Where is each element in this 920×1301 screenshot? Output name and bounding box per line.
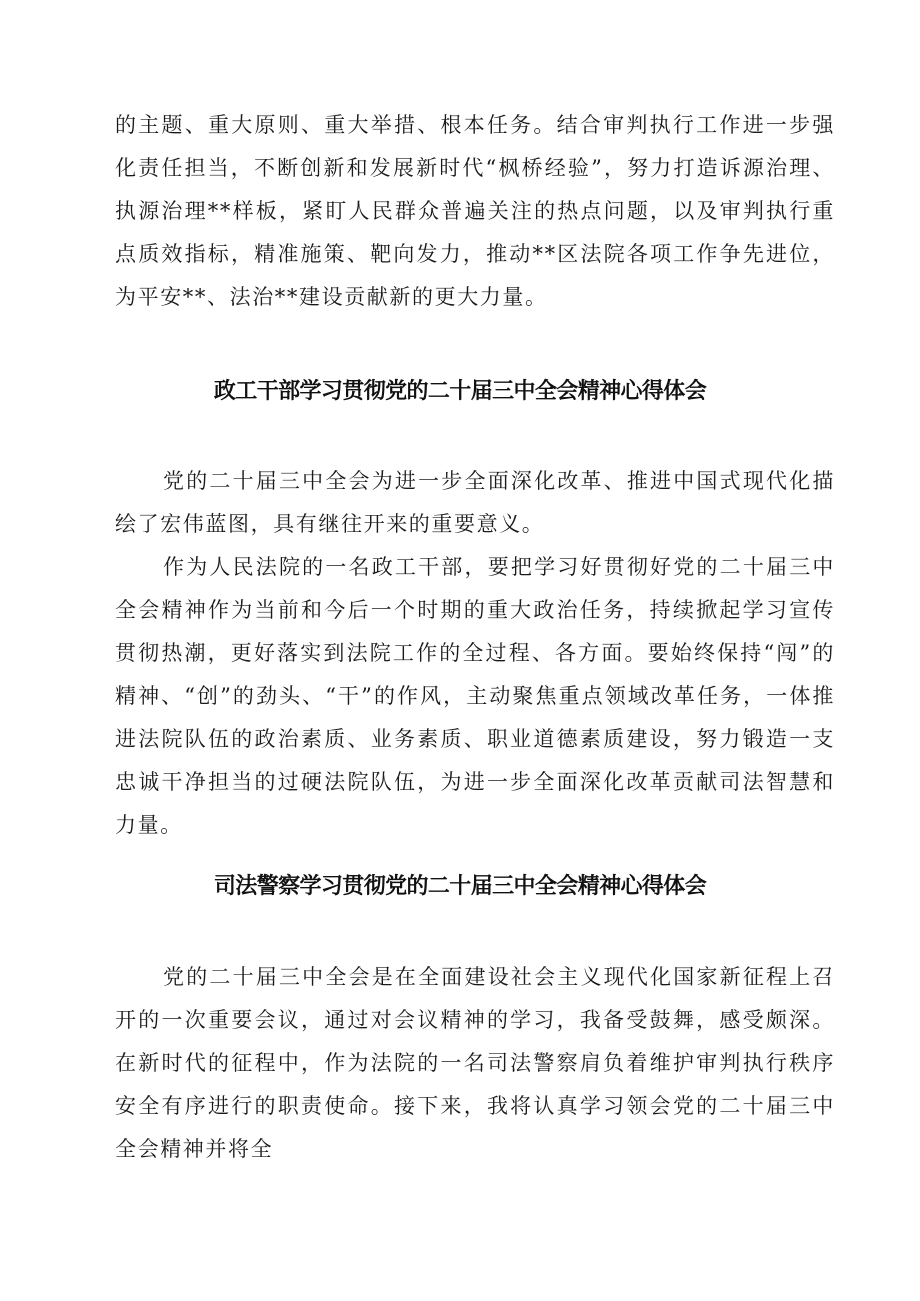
section-2-paragraph-1: 党的二十届三中全会是在全面建设社会主义现代化国家新征程上召开的一次重要会议，通过对会议精神的学习，我备受鼓舞，感受颇深。在新时代的征程中，作为法院的一名司法警察肩负着维护审判执行秩序安全有序进行的职责使命。接下来，我将认真学习领会党的二十届三中全会精神并将全: [115, 965, 835, 1161]
intro-paragraph: 的主题、重大原则、重大举措、根本任务。结合审判执行工作进一步强化责任担当，不断创新和发展新时代“枫桥经验”，努力打造诉源治理、执源治理**样板，紧盯人民群众普遍关注的热点问题，以及审判执行重点质效指标，精准施策、靶向发力，推动**区法院各项工作争先进位，为平安**、法治**建设贡献新的更大力量。: [115, 113, 835, 309]
section-2-title: 司法警察学习贯彻党的二十届三中全会精神心得体会: [213, 874, 707, 899]
section-1-paragraph-2: 作为人民法院的一名政工干部，要把学习好贯彻好党的二十届三中全会精神作为当前和今后一个时期的重大政治任务，持续掀起学习宣传贯彻热潮，更好落实到法院工作的全过程、各方面。要始终保持“闯”的精神、“创”的劲头、“干”的作风，主动聚焦重点领域改革任务，一体推进法院队伍的政治素质、业务素质、职业道德素质建设，努力锻造一支忠诚干净担当的过硬法院队伍，为进一步全面深化改革贡献司法智慧和力量。: [115, 555, 835, 837]
section-1-paragraph-1: 党的二十届三中全会为进一步全面深化改革、推进中国式现代化描绘了宏伟蓝图，具有继往开来的重要意义。: [115, 469, 835, 536]
section-1-title: 政工干部学习贯彻党的二十届三中全会精神心得体会: [213, 379, 707, 404]
